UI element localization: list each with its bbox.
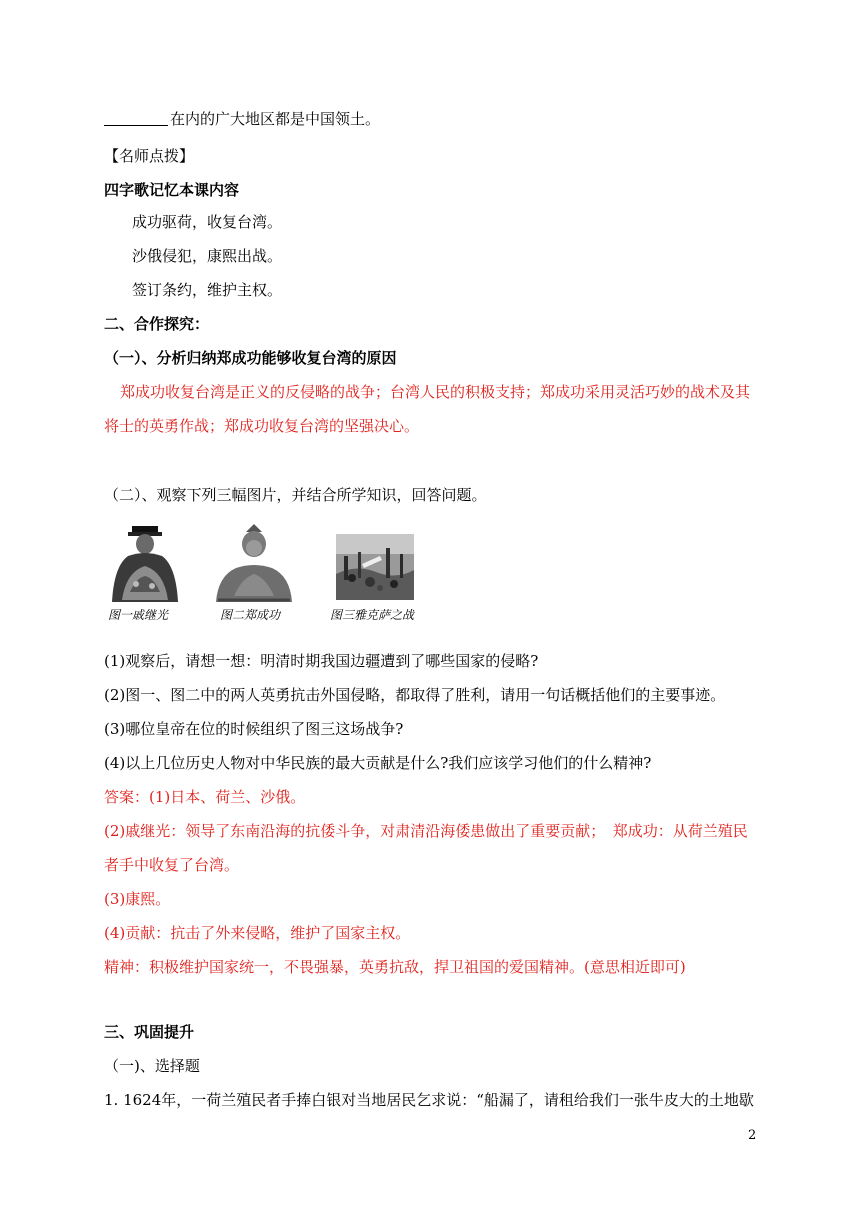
section2-heading: 二、合作探究： [104, 315, 210, 333]
sub1-heading: （一）、分析归纳郑成功能够收复台湾的原因 [104, 349, 397, 367]
figure-caption: 图一戚继光 [108, 608, 169, 622]
question: (2)图一、图二中的两人英勇抗击外国侵略，都取得了胜利，请用一句话概括他们的主要事迹。 [104, 686, 726, 704]
figure-caption: 图二郑成功 [220, 608, 281, 622]
question-1: 1. 1624年，一荷兰殖民者手捧白银对当地居民乞求说：“船漏了，请租给我们一张牛皮大的土地歇 [104, 1091, 754, 1109]
answer-line: 精神：积极维护国家统一，不畏强暴，英勇抗敌，捍卫祖国的爱国精神。(意思相近即可) [104, 958, 686, 976]
question: (4)以上几位历史人物对中华民族的最大贡献是什么?我们应该学习他们的什么精神? [104, 754, 652, 772]
question: (1)观察后，请想一想：明清时期我国边疆遭到了哪些国家的侵略? [104, 652, 539, 670]
answer-line: 者手中收复了台湾。 [104, 856, 240, 874]
sub2-heading: （二）、观察下列三幅图片，并结合所学知识，回答问题。 [104, 486, 487, 504]
yaksa-battle-image [336, 534, 414, 600]
answer-line: (2)戚继光：领导了东南沿海的抗倭斗争，对肃清沿海倭患做出了重要贡献； 郑成功：从荷兰殖民 [104, 822, 748, 840]
sub1-answer-line: 郑成功收复台湾是正义的反侵略的战争；台湾人民的积极支持；郑成功采用灵活巧妙的战术及其 [120, 383, 751, 401]
answer-line: (3)康熙。 [104, 890, 171, 908]
qi-jiguang-portrait-image [106, 522, 186, 602]
answer-line: 答案：(1)日本、荷兰、沙俄。 [104, 788, 306, 806]
page-number: 2 [748, 1128, 757, 1143]
sub3-heading: （一)、选择题 [104, 1057, 200, 1075]
intro-line [104, 109, 380, 129]
mnemonic-heading: 四字歌记忆本课内容 [104, 181, 240, 199]
mnemonic-line: 签订条约，维护主权。 [132, 281, 283, 299]
fill-blank [104, 111, 168, 126]
intro-line-text: 在内的广大地区都是中国领土。 [170, 110, 381, 128]
zheng-chenggong-statue-image [214, 522, 294, 602]
section3-heading: 三、巩固提升 [104, 1023, 195, 1041]
mnemonic-line: 沙俄侵犯，康熙出战。 [132, 247, 283, 265]
figure-caption: 图三雅克萨之战 [330, 608, 415, 622]
tip-heading: 【名师点拨】 [104, 147, 195, 165]
answer-line: (4)贡献：抗击了外来侵略，维护了国家主权。 [104, 924, 411, 942]
mnemonic-line: 成功驱荷，收复台湾。 [132, 213, 283, 231]
question: (3)哪位皇帝在位的时候组织了图三这场战争? [104, 720, 404, 738]
sub1-answer-line: 将士的英勇作战；郑成功收复台湾的坚强决心。 [104, 417, 420, 435]
